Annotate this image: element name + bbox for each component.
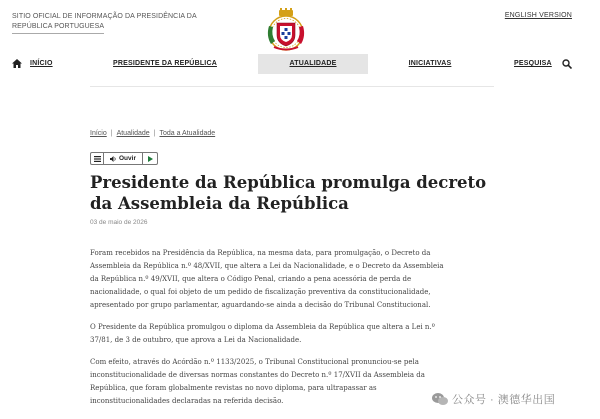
play-button[interactable] [143, 153, 157, 164]
watermark-text: 公众号 · 澳德华出国 [452, 394, 556, 406]
breadcrumb-separator: | [110, 130, 113, 137]
speaker-icon [110, 156, 117, 162]
breadcrumb [90, 130, 215, 137]
nav-label-presidente: PRESIDENTE DA REPÚBLICA [113, 60, 217, 67]
nav-divider [90, 86, 494, 87]
breadcrumb-inicio[interactable]: Início [90, 130, 107, 137]
site-id-line2: REPÚBLICA PORTUGUESA [12, 22, 104, 34]
nav-label-iniciativas: INICIATIVAS [408, 60, 452, 67]
breadcrumb-separator: | [153, 130, 156, 137]
nav-label-pesquisa: PESQUISA [514, 60, 552, 67]
nav-item-iniciativas[interactable] [380, 54, 480, 74]
nav-label-inicio: INÍCIO [30, 60, 53, 67]
site-id-line1: SITIO OFICIAL DE INFORMAÇÃO DA PRESIDÊNCIA DA [12, 13, 197, 20]
article-paragraph: Foram recebidos na Presidência da República, na mesma data, para promulgação, o Decreto da Assembleia da República n.º 48/XVII, que altera a Lei da Nacionalidade, e o Decreto da Assembleia da República n.º 49/XVII, que altera o Código Penal, criando a pena acessória de perda de nacionalidade, o qual foi objeto de um pedido de fiscalização preventiva da constitucionalidade, apresentado por grupo parlamentar, aguardando-se ainda a decisão do Tribunal Constitucional. [90, 249, 444, 309]
listen-button[interactable] [104, 153, 143, 164]
article-body [90, 247, 450, 417]
nav-label-atualidade: ATUALIDADE [289, 60, 337, 67]
nav-item-presidente[interactable] [110, 54, 220, 74]
wechat-icon [432, 392, 448, 406]
menu-icon [94, 156, 101, 162]
breadcrumb-atualidade[interactable]: Atualidade [116, 130, 150, 137]
play-icon [148, 156, 153, 162]
site-identity[interactable] [12, 12, 212, 34]
listen-label: Ouvir [119, 155, 136, 162]
player-menu-button[interactable] [91, 153, 104, 164]
english-version-link[interactable]: ENGLISH VERSION [504, 12, 572, 19]
article-paragraph: Com efeito, através do Acórdão n.º 1133/2025, o Tribunal Constitucional pronunciou-se pela inconstitucionalidade de diversas normas constantes do Decreto n.º 17/XVII da Assembleia da República, que foram globalmente revistas no novo diploma, para ultrapassar as inconstitucionalidades declaradas na referida decisão. [90, 358, 425, 405]
article-paragraph: O Presidente da República promulgou o diploma da Assembleia da República que altera a Lei n.º 37/81, de 3 de outubro, que aprova a Lei da Nacionalidade. [90, 323, 435, 344]
nav-item-inicio[interactable] [12, 54, 56, 74]
home-icon [12, 59, 22, 68]
article-title: Presidente da República promulga decreto da Assembleia da República [90, 173, 487, 213]
coat-of-arms-logo[interactable] [266, 8, 306, 52]
main-navigation [0, 54, 600, 76]
article-date: 03 de maio de 2026 [90, 219, 148, 226]
audio-player [90, 152, 158, 165]
search-icon [562, 59, 572, 69]
nav-item-atualidade[interactable] [258, 54, 368, 74]
nav-item-pesquisa[interactable] [514, 54, 574, 74]
breadcrumb-toda-atualidade[interactable]: Toda a Atualidade [159, 130, 216, 137]
wechat-watermark [432, 391, 555, 407]
